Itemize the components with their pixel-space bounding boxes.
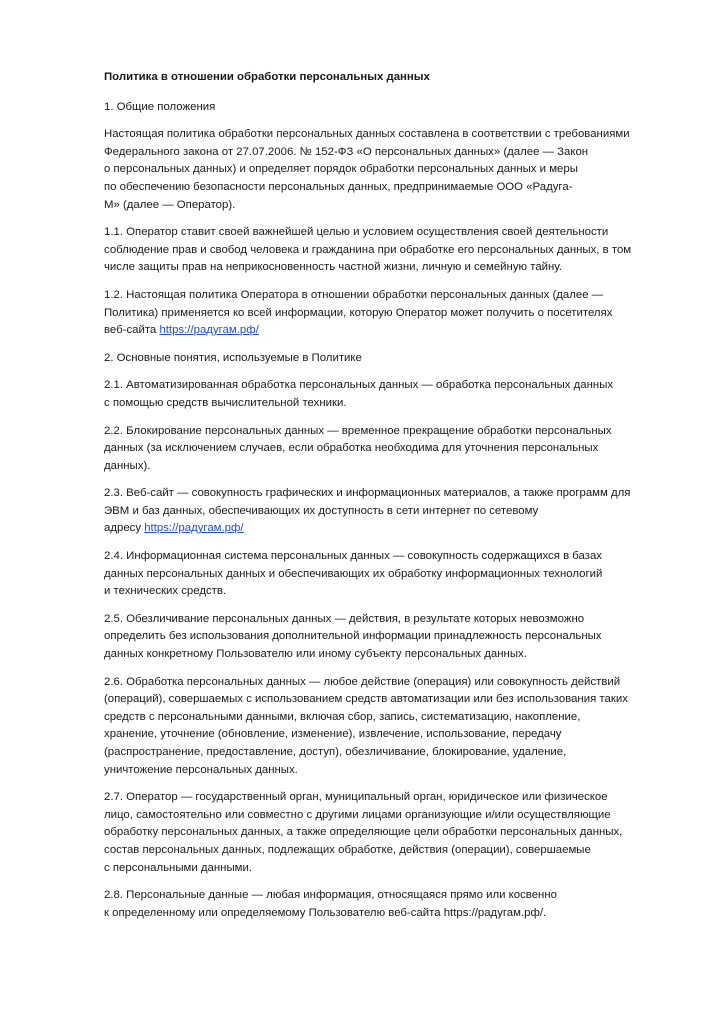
paragraph-text: веб-сайта xyxy=(104,324,160,337)
intro-line: Федерального закона от 27.07.2006. № 152-ФЗ «О персональных данных» (далее — Закон xyxy=(104,145,589,158)
paragraph-line: 1.2. Настоящая политика Оператора в отношении обработки персональных данных (далее — xyxy=(104,288,604,301)
paragraph-line: (операций), совершаемых с использованием средств автоматизации или без использования таких xyxy=(104,693,628,706)
site-link[interactable]: https://радугам.рф/ xyxy=(144,522,244,535)
paragraph-text: адресу xyxy=(104,522,145,535)
paragraph-line: данных). xyxy=(104,459,151,472)
paragraph-line: соблюдение прав и свобод человека и гражданина при обработке его персональных данных, в том xyxy=(104,243,632,256)
paragraph-line: числе защиты прав на неприкосновенность частной жизни, личную и семейную тайну. xyxy=(104,261,563,274)
paragraph-line: 1.1. Оператор ставит своей важнейшей целью и условием осуществления своей деятельности xyxy=(104,226,609,239)
paragraph-line: данных (за исключением случаев, если обработка необходима для уточнения персональных xyxy=(104,442,599,455)
paragraph-line: ЭВМ и баз данных, обеспечивающих их доступность в сети интернет по сетевому xyxy=(104,504,539,517)
intro-paragraph xyxy=(104,126,684,214)
paragraph-line: уничтожение персональных данных. xyxy=(104,763,298,776)
paragraph-line: 2.8. Персональные данные — любая информация, относящаяся прямо или косвенно xyxy=(104,889,557,902)
paragraph-2-4 xyxy=(104,548,684,601)
paragraph-line: с помощью средств вычислительной техники. xyxy=(104,396,347,409)
paragraph-2-5 xyxy=(104,611,684,664)
paragraph-line: 2.2. Блокирование персональных данных — временное прекращение обработки персональных xyxy=(104,424,612,437)
paragraph-line: 2.5. Обезличивание персональных данных — действия, в результате которых невозможно xyxy=(104,612,585,625)
paragraph-line: средств с персональными данными, включая сбор, запись, систематизацию, накопление, xyxy=(104,710,581,723)
paragraph-1-1 xyxy=(104,224,684,277)
section-1-heading: 1. Общие положения xyxy=(104,100,216,113)
section-2-heading: 2. Основные понятия, используемые в Политике xyxy=(104,351,362,364)
paragraph-line: 2.3. Веб-сайт — совокупность графических и информационных материалов, а также программ для xyxy=(104,487,631,500)
paragraph-2-1 xyxy=(104,377,684,412)
paragraph-2-2 xyxy=(104,423,684,476)
paragraph-2-3 xyxy=(104,485,684,538)
paragraph-line xyxy=(104,322,684,340)
paragraph-line: и технических средств. xyxy=(104,585,227,598)
paragraph-line: с персональными данными. xyxy=(104,861,253,874)
paragraph-2-7 xyxy=(104,789,684,877)
paragraph-line: Политика) применяется ко всей информации, которую Оператор может получить о посетителях xyxy=(104,306,613,319)
paragraph-line: лицо, самостоятельно или совместно с другими лицами организующие и/или осуществляющие xyxy=(104,808,611,821)
paragraph-line: хранение, уточнение (обновление, изменение), извлечение, использование, передачу xyxy=(104,728,562,741)
paragraph-line: к определенному или определяемому Пользователю веб-сайта https://радугам.рф/. xyxy=(104,906,547,919)
document-title: Политика в отношении обработки персональных данных xyxy=(104,71,430,83)
paragraph-line: обработку персональных данных, а также определяющие цели обработки персональных данных, xyxy=(104,826,623,839)
paragraph-2-6 xyxy=(104,674,684,780)
intro-line: о персональных данных) и определяет порядок обработки персональных данных и меры xyxy=(104,163,578,176)
paragraph-line xyxy=(104,520,684,538)
paragraph-line: состав персональных данных, подлежащих обработке, действия (операции), совершаемые xyxy=(104,843,591,856)
paragraph-line: определить без использования дополнительной информации принадлежность персональных xyxy=(104,630,602,643)
intro-line: Настоящая политика обработки персональных данных составлена в соответствии с требованиями xyxy=(104,128,630,141)
paragraph-line: 2.7. Оператор — государственный орган, муниципальный орган, юридическое или физическое xyxy=(104,791,608,804)
paragraph-line: 2.1. Автоматизированная обработка персональных данных — обработка персональных данных xyxy=(104,379,614,392)
site-link[interactable]: https://радугам.рф/ xyxy=(159,324,259,337)
paragraph-line: 2.4. Информационная система персональных данных — совокупность содержащихся в базах xyxy=(104,550,603,563)
intro-line: по обеспечению безопасности персональных данных, предпринимаемые ООО «Радуга- xyxy=(104,180,573,193)
document-page xyxy=(104,69,684,932)
paragraph-1-2 xyxy=(104,287,684,340)
paragraph-line: 2.6. Обработка персональных данных — любое действие (операция) или совокупность действий xyxy=(104,675,621,688)
paragraph-line: данных персональных данных и обеспечивающих их обработку информационных технологий xyxy=(104,567,603,580)
intro-line: М» (далее — Оператор). xyxy=(104,198,236,211)
paragraph-2-8 xyxy=(104,887,684,922)
paragraph-line: данных конкретному Пользователю или иному субъекту персональных данных. xyxy=(104,648,527,661)
paragraph-line: (распространение, предоставление, доступ), обезличивание, блокирование, удаление, xyxy=(104,746,567,758)
